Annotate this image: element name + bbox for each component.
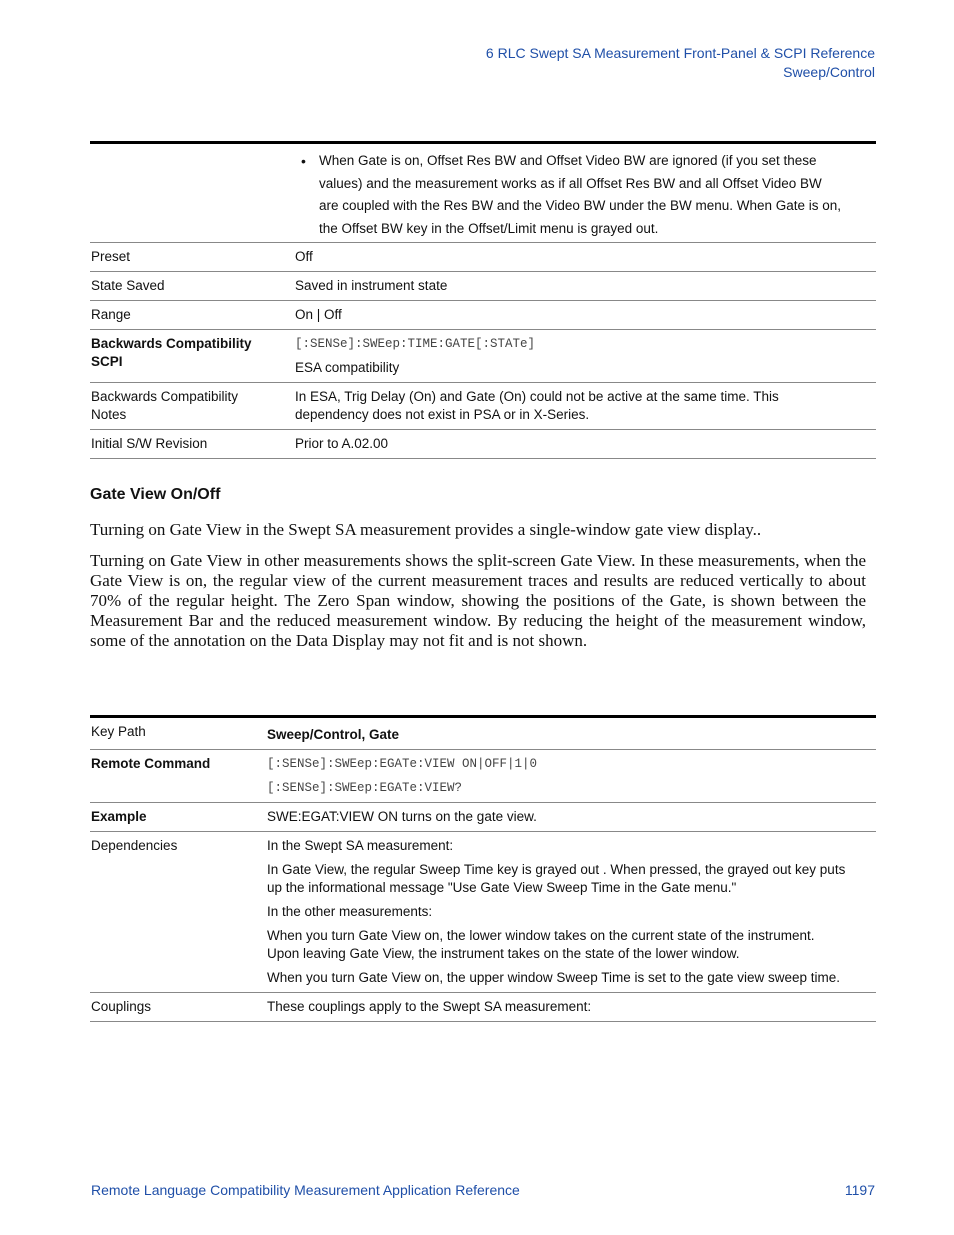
table-row — [90, 301, 876, 330]
row-key-example: Example — [90, 803, 265, 832]
row-value-initial-revision: Prior to A.02.00 — [293, 430, 876, 459]
body-paragraph: Turning on Gate View in the Swept SA measurement provides a single-window gate view display.. — [90, 520, 762, 539]
dependency-line: In Gate View, the regular Sweep Time key is grayed out . When pressed, the grayed out key puts up the informational message "Use Gate View Sweep Time in the Gate menu." — [267, 862, 846, 895]
row-key-dependencies: Dependencies — [90, 832, 265, 993]
row-key-range: Range — [90, 301, 293, 330]
row-key-couplings: Couplings — [90, 993, 265, 1022]
row-key-key-path: Key Path — [90, 717, 265, 750]
row-key-backwards-scpi: Backwards Compatibility SCPI — [90, 330, 293, 383]
row-value-key-path: Sweep/Control, Gate — [265, 717, 876, 750]
gate-view-table — [90, 715, 876, 1022]
gate-properties-table — [90, 141, 876, 459]
row-value-couplings: These couplings apply to the Swept SA measurement: — [265, 993, 876, 1022]
table-row — [90, 243, 876, 272]
dependency-line: When you turn Gate View on, the upper window Sweep Time is set to the gate view sweep time. — [267, 970, 841, 985]
table-row — [90, 832, 876, 993]
row-value-preset: Off — [293, 243, 876, 272]
table-row — [90, 717, 876, 750]
running-header-chapter: 6 RLC Swept SA Measurement Front-Panel & SCPI Reference — [485, 45, 875, 61]
scpi-command: [:SENSe]:SWEep:EGATe:VIEW ON|OFF|1|0 — [267, 757, 538, 771]
dependency-line: In the Swept SA measurement: — [267, 838, 454, 853]
body-paragraph: Turning on Gate View in other measurements shows the split-screen Gate View. In these measurements, when the Gate View is on, the regular view of the current measurement traces and results are reduced vertically to about 70% of the regular height. The Zero Span window, showing the positions of the Gate, is shown between the Measurement Bar and the reduced measurement window. By reducing the height of the measurement window, some of the annotation on the Data Display may not fit and is not shown. — [90, 551, 866, 650]
row-value-backwards-scpi: ESA compatibility — [295, 360, 400, 375]
table-row — [90, 143, 876, 243]
scpi-command: [:SENSe]:SWEep:TIME:GATE[:STATe] — [295, 337, 536, 351]
scpi-query: [:SENSe]:SWEep:EGATe:VIEW? — [267, 781, 463, 795]
table-row — [90, 993, 876, 1022]
row-value-state-saved: Saved in instrument state — [293, 272, 876, 301]
table-row — [90, 330, 876, 383]
row-value-backwards-notes: In ESA, Trig Delay (On) and Gate (On) could not be active at the same time. This dependency does not exist in PSA or in X-Series. — [293, 383, 876, 430]
footer-title: Remote Language Compatibility Measurement Application Reference — [91, 1182, 520, 1198]
table-row — [90, 750, 876, 803]
section-heading: Gate View On/Off — [90, 486, 221, 503]
row-value-range: On | Off — [293, 301, 876, 330]
running-header-section: Sweep/Control — [783, 64, 875, 80]
table-row — [90, 383, 876, 430]
row-key-initial-revision: Initial S/W Revision — [90, 430, 293, 459]
list-item: • When Gate is on, Offset Res BW and Offset Video BW are ignored (if you set these values) and the measurement works as if all Offset Res BW and all Offset Video BW are coupled with the Res BW and the Video BW under the BW menu. When Gate is on, the Offset BW key in the Offset/Limit menu is grayed out. — [319, 150, 874, 240]
table-row — [90, 803, 876, 832]
dependency-line: In the other measurements: — [267, 904, 433, 919]
table-row — [90, 430, 876, 459]
row-key-preset: Preset — [90, 243, 293, 272]
page-number: 1197 — [844, 1182, 875, 1198]
table-row — [90, 272, 876, 301]
row-key-state-saved: State Saved — [90, 272, 293, 301]
row-key-backwards-notes: Backwards Compatibility Notes — [90, 383, 293, 430]
note-bullet-list — [295, 150, 874, 240]
dependency-line: When you turn Gate View on, the lower window takes on the current state of the instrument. Upon leaving Gate View, the instrument takes on the state of the lower window. — [267, 928, 815, 961]
row-value-example: SWE:EGAT:VIEW ON turns on the gate view. — [265, 803, 876, 832]
row-key-remote-command: Remote Command — [90, 750, 265, 803]
